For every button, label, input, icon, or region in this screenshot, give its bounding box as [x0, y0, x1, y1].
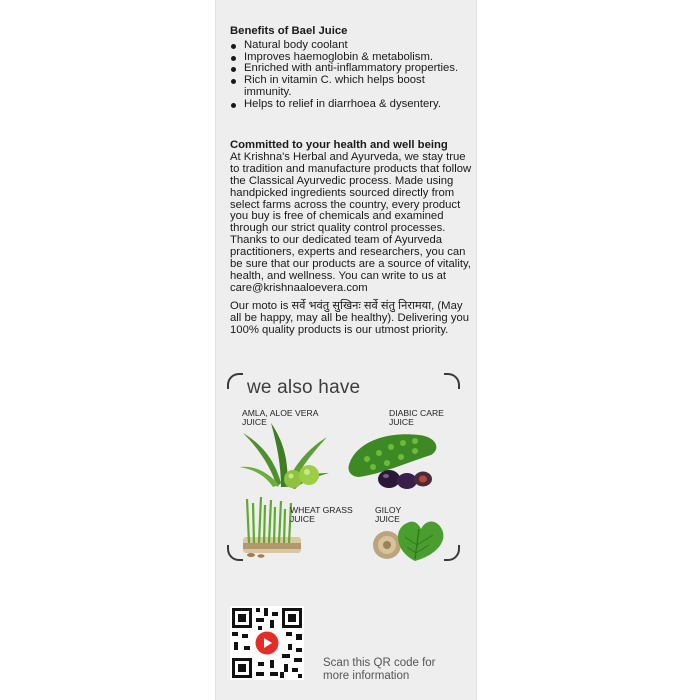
also-have-title: we also have — [247, 377, 361, 398]
qr-caption — [323, 657, 441, 683]
commitment-section — [230, 140, 472, 295]
benefit-item: Enriched with anti-inflammatory properties. — [230, 63, 470, 75]
aloe-amla-icon — [237, 423, 333, 489]
product-label-amla-aloe: AMLA, ALOE VERA JUICE — [242, 408, 318, 427]
product-label-wheat-grass: WHEAT GRASS JUICE — [290, 505, 353, 524]
benefits-list — [230, 40, 470, 111]
benefit-item: Helps to relief in diarrhoea & dysentery. — [230, 99, 470, 111]
commitment-title: Committed to your health and well being — [230, 139, 448, 151]
commitment-body: At Krishna's Herbal and Ayurveda, we stay true to tradition and manufacture products that follow the Classical Ayurvedic process. Made using handpicked ingredients sourced directly from select farms across the country, every product you buy is free of chemicals and examined through our strict quality control processes. Thanks to our dedicated team of Ayurveda practitioners, experts and researchers, you can be sure that our products are a source of vitality, health, and wellness. You can write to us at care@krishnaaloevera.com — [230, 150, 472, 294]
benefits-section — [230, 26, 470, 111]
product-panel — [215, 0, 477, 700]
bitter-gourd-jamun-icon — [345, 425, 445, 491]
benefit-item: Natural body coolant — [230, 40, 470, 52]
benefit-item: Improves haemoglobin & metabolism. — [230, 52, 470, 64]
frame-corner — [227, 373, 243, 389]
benefits-title: Benefits of Bael Juice — [230, 25, 348, 37]
frame-corner — [444, 373, 460, 389]
also-have-box — [227, 373, 460, 561]
youtube-play-icon — [255, 631, 279, 655]
moto-text: Our moto is सर्वे भवंतु सुखिनः सर्वे संतु निरामया, (May all be happy, may all be healthy). Delivering you 100% quality products is our utmost priority. — [230, 300, 470, 336]
product-label-giloy: GILOY JUICE — [375, 505, 402, 524]
product-label-diabic-care: DIABIC CARE JUICE — [389, 408, 444, 427]
benefit-item: Rich in vitamin C. which helps boost immunity. — [230, 75, 470, 99]
giloy-leaf-icon — [367, 511, 457, 563]
qr-caption-text: Scan this QR code for more information — [323, 657, 436, 682]
